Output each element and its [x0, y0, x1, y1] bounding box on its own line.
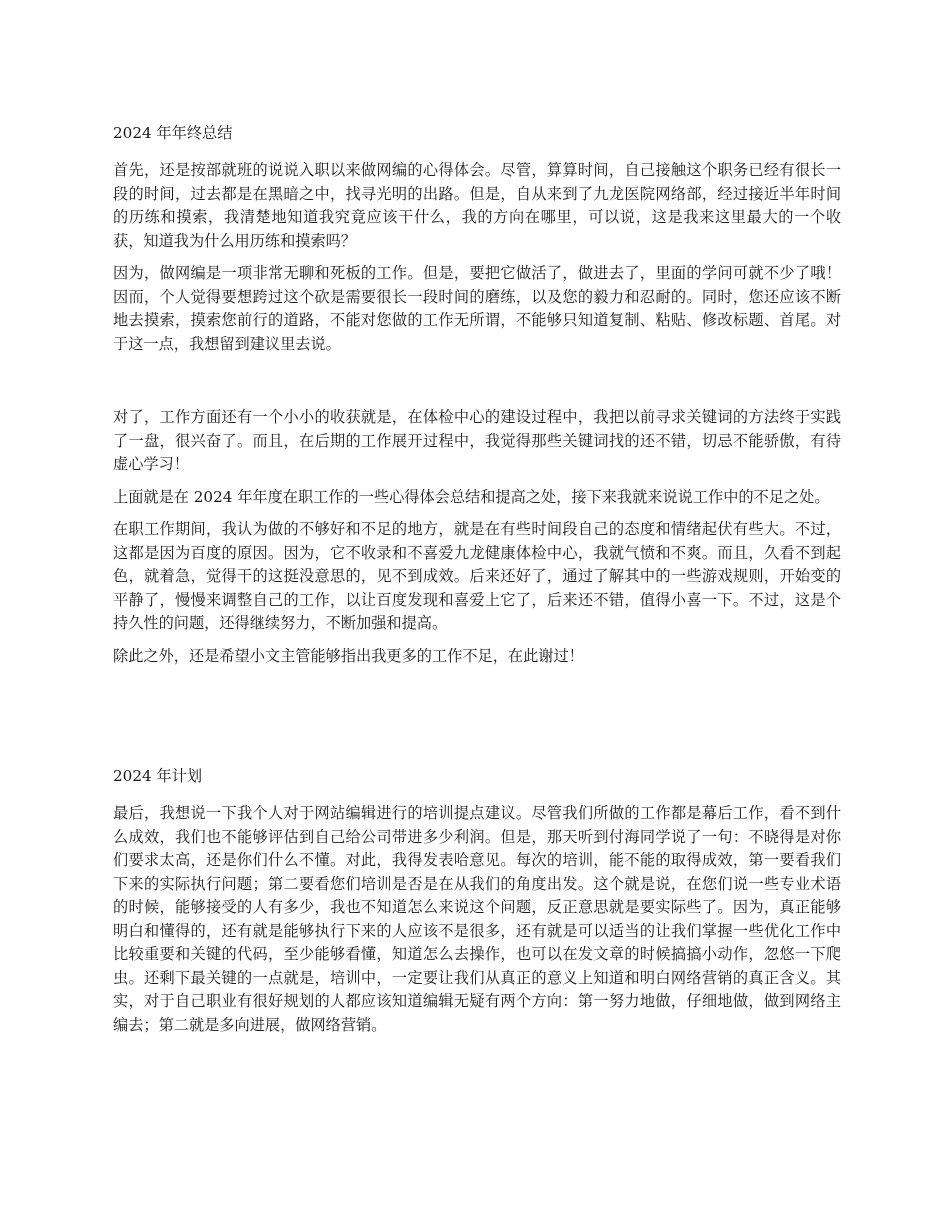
section-heading-year-end-summary: 2024 年年终总结: [113, 124, 233, 142]
paragraph-transition: 上面就是在 2024 年年度在职工作的一些心得体会总结和提高之处，接下来我就来说说工作中的不足之处。: [113, 487, 830, 506]
paragraph-editing-challenges: 因为，做网编是一项非常无聊和死板的工作。但是，要把它做活了，做进去了，里面的学问可就不少了哦！因而，个人觉得要想跨过这个砍是需要很长一段时间的磨练，以及您的毅力和忍耐的。同时，您还应该不断地去摸索，摸索您前行的道路，不能对您做的工作无所谓，不能够只知道复制、粘贴、修改标题、首尾。对于这一点，我想留到建议里去说。: [113, 264, 841, 353]
spacer: [113, 677, 841, 764]
paragraph-training-suggestions: 最后，我想说一下我个人对于网站编辑进行的培训提点建议。尽管我们所做的工作都是幕后工作，看不到什么成效，我们也不能够评估到自己给公司带进多少利润。但是，那天听到付海同学说了一句：不晓得是对你们要求太高，还是你们什么不懂。对此，我得发表哈意见。每次的培训，能不能的取得成效，第一要看我们下来的实际执行问题；第二要看您们培训是否是在从我们的角度出发。这个就是说，在您们说一些专业术语的时候，能够接受的人有多少，我也不知道怎么来说这个问题，反正意思就是要实际些了。因为，真正能够明白和懂得的，还有就是能够执行下来的人应该不是很多，还有就是可以适当的让我们掌握一些优化工作中比较重要和关键的代码，至少能够看懂，知道怎么去操作，也可以在发文章的时候搞搞小动作，忽悠一下爬虫。还剩下最关键的一点就是，培训中，一定要让我们从真正的意义上知道和明白网络营销的真正含义。其实，对于自己职业有很好规划的人都应该知道编辑无疑有两个方向：第一努力地做，仔细地做，做到网络主编去；第二就是多向进展，做网络营销。: [113, 804, 841, 1034]
paragraph-shortcomings: 在职工作期间，我认为做的不够好和不足的地方，就是在有些时间段自己的态度和情绪起伏有些大。不过，这都是因为百度的原因。因为，它不收录和不喜爱九龙健康体检中心，我就气愤和不爽。而且，久看不到起色，就着急，觉得干的这挺没意思的，见不到成效。后来还好了，通过了解其中的一些游戏规则，开始变的平静了，慢慢来调整自己的工作，以让百度发现和喜爱上它了，后来还不错，值得小喜一下。不过，这是个持久性的问题，还得继续努力，不断加强和提高。: [113, 520, 841, 632]
paragraph-keyword-gains: 对了，工作方面还有一个小小的收获就是，在体检中心的建设过程中，我把以前寻求关键词的方法终于实践了一盘，很兴奋了。而且，在后期的工作展开过程中，我觉得那些关键词找的还不错，切忌不能骄傲，有待虚心学习！: [113, 408, 841, 473]
paragraph-closing-thanks: 除此之外，还是希望小文主管能够指出我更多的工作不足，在此谢过！: [113, 646, 584, 665]
section-heading-plan: 2024 年计划: [113, 767, 203, 785]
paragraph-work-experience: 首先，还是按部就班的说说入职以来做网编的心得体会。尽管，算算时间，自己接触这个职务已经有很长一段的时间，过去都是在黑暗之中，找寻光明的出路。但是，自从来到了九龙医院网络部，经过接近半年时间的历练和摸索，我清楚地知道我究竟应该干什么，我的方向在哪里，可以说，这是我来这里最大的一个收获，知道我为什么用历练和摸索吗？: [113, 161, 841, 250]
spacer: [113, 365, 841, 406]
document-page: [113, 121, 841, 1046]
